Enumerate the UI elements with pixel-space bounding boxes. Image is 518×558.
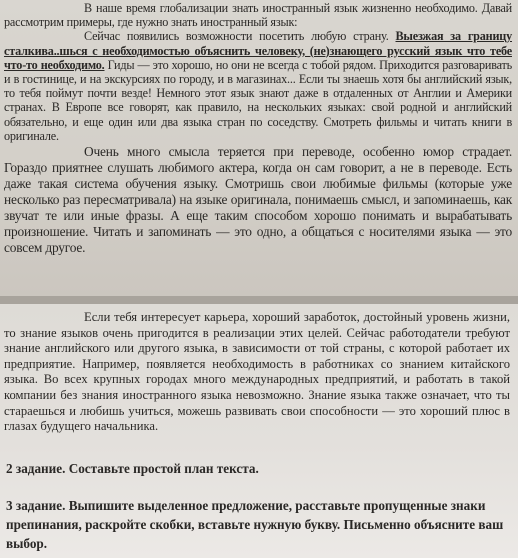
task-list [4,459,510,553]
text-photo-bottom [0,304,518,558]
paragraph-career: Если тебя интересует карьера, хороший заработок, достойный уровень жизни, то знание языков очень пригодится в реализации этих целей. Сейчас работодатели требуют знание английского или другого языка, в зависимости от той страны, с которой работает их предприятие. Например, появляется необходимость в работниках со знанием китайского языка. Во всех крупных городах много международных предприятий, и работать в такой компании без знания иностранного языка невозможно. Знание языка также означает, что ты стараешься и любишь учиться, можешь развивать свои способности — это хороший плюс в глазах будущего начальника. [4,310,510,434]
highlighted-sentence: Выезжая за границу сталкива..шься с необходимостью объяснить человеку, (не)знающего русский язык что тебе что-то необходимо. [4,29,512,72]
paragraph-films: Очень много смысла теряется при переводе, особенно юмор страдает. Гораздо приятнее слушать любимого актера, когда он сам говорит, а не в переводе. Есть даже такая система обучения языку. Смотришь свои любимые фильмы (которые уже несколько раз пересматривала) на языке оригинала, понимаешь смысл, и запоминаешь, как звучат те или иные фразы. А еще таким способом хорошо понимать и вырабатывать произношение. Читать и запоминать — это одно, а общаться с носителями языка — это совсем другое. [4,144,512,256]
paragraph-travel-rest: Гиды — это хорошо, но они не всегда с тобой рядом. Приходится разговаривать и в гостинице, и на экскурсиях по городу, и в магазинах... Если ты знаешь хотя бы английский язык, то тебя поймут почти везде! Немного этот язык знают даже в отдаленных от Англии и Америки странах. В Европе все говорят, как правило, на нескольких языках: свой родной и английский обязательно, и еще один или два языка стран по соседству. Смотреть фильмы и читать книги в оригинале. [4,57,512,143]
task-2: 2 задание. Составьте простой план текста. [6,460,259,476]
paragraph-travel-intro: Сейчас появились возможности посетить любую страну. [84,29,396,44]
task-3: 3 задание. Выпишите выделенное предложение, расставьте пропущенные знаки препинания, раскройте скобки, вставьте нужную букву. Письменно объясните ваш выбор. [6,497,504,551]
paragraph-globalization: В наше время глобализации знать иностранный язык жизненно необходимо. Давай рассмотрим примеры, где нужно знать иностранный язык: [4,1,512,30]
paragraph-travel [4,29,512,143]
photo-divider [0,296,518,304]
